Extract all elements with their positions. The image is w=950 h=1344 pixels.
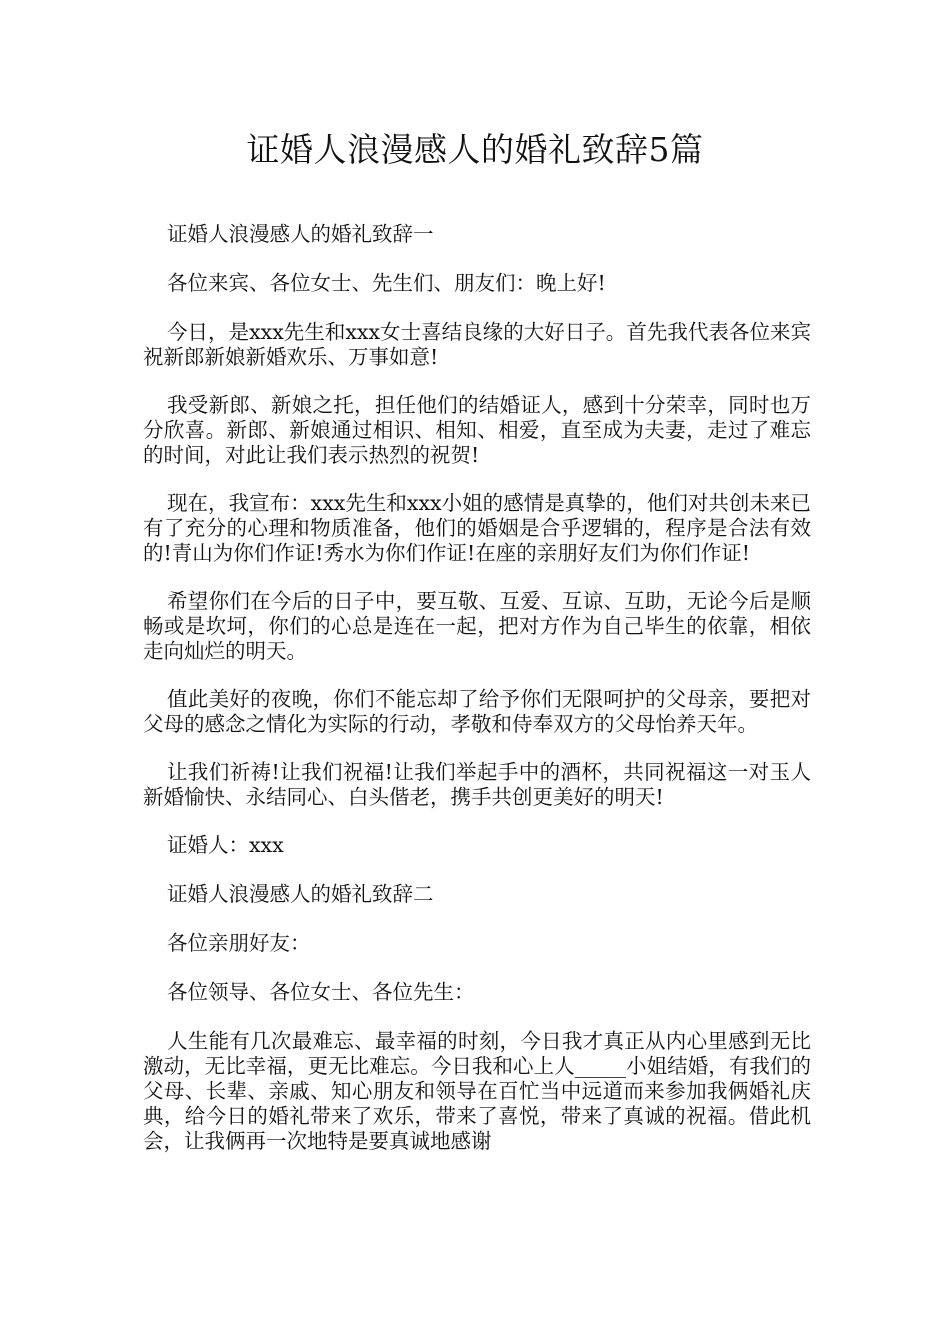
document-body: [143, 222, 811, 1177]
greeting-paragraph: 各位领导、各位女士、各位先生：: [167, 980, 475, 1004]
greeting-paragraph: 各位亲朋好友：: [167, 931, 311, 955]
body-paragraph: 现在，我宣布：xxx先生和xxx小姐的感情是真挚的，他们对共创未来已有了充分的心理和物质准备，他们的婚姻是合乎逻辑的，程序是合法有效的!青山为你们作证!秀水为你们作证!在座的亲朋好友们为你们作证!: [143, 491, 811, 565]
body-paragraph: 让我们祈祷!让我们祝福!让我们举起手中的酒杯，共同祝福这一对玉人新婚愉快、永结同心、白头偕老，携手共创更美好的明天!: [143, 760, 811, 809]
body-paragraph: 人生能有几次最难忘、最幸福的时刻，今日我才真正从内心里感到无比激动，无比幸福，更无比难忘。今日我和心上人_____小姐结婚，有我们的父母、长辈、亲戚、知心朋友和领导在百忙当中远道而来参加我俩婚礼庆典，给今日的婚礼带来了欢乐，带来了喜悦，带来了真诚的祝福。借此机会，让我俩再一次地特是要真诚地感谢: [143, 1029, 811, 1153]
body-paragraph: 希望你们在今后的日子中，要互敬、互爱、互谅、互助，无论今后是顺畅或是坎坷，你们的心总是连在一起，把对方作为自己毕生的依靠，相依走向灿烂的明天。: [143, 589, 811, 663]
signature-line: 证婚人：xxx: [167, 833, 284, 857]
section-heading: 证婚人浪漫感人的婚礼致辞二: [167, 882, 434, 906]
body-paragraph: 我受新郎、新娘之托，担任他们的结婚证人，感到十分荣幸，同时也万分欣喜。新郎、新娘通过相识、相知、相爱，直至成为夫妻，走过了难忘的时间，对此让我们表示热烈的祝贺!: [143, 393, 811, 467]
document-title: 证婚人浪漫感人的婚礼致辞5篇: [246, 130, 704, 169]
greeting-paragraph: 各位来宾、各位女士、先生们、朋友们：晚上好!: [167, 271, 606, 295]
section-heading: 证婚人浪漫感人的婚礼致辞一: [167, 222, 434, 246]
body-paragraph: 值此美好的夜晚，你们不能忘却了给予你们无限呵护的父母亲，要把对父母的感念之情化为实际的行动，孝敬和侍奉双方的父母怡养天年。: [143, 687, 811, 736]
body-paragraph: 今日，是xxx先生和xxx女士喜结良缘的大好日子。首先我代表各位来宾祝新郎新娘新婚欢乐、万事如意!: [143, 320, 811, 369]
